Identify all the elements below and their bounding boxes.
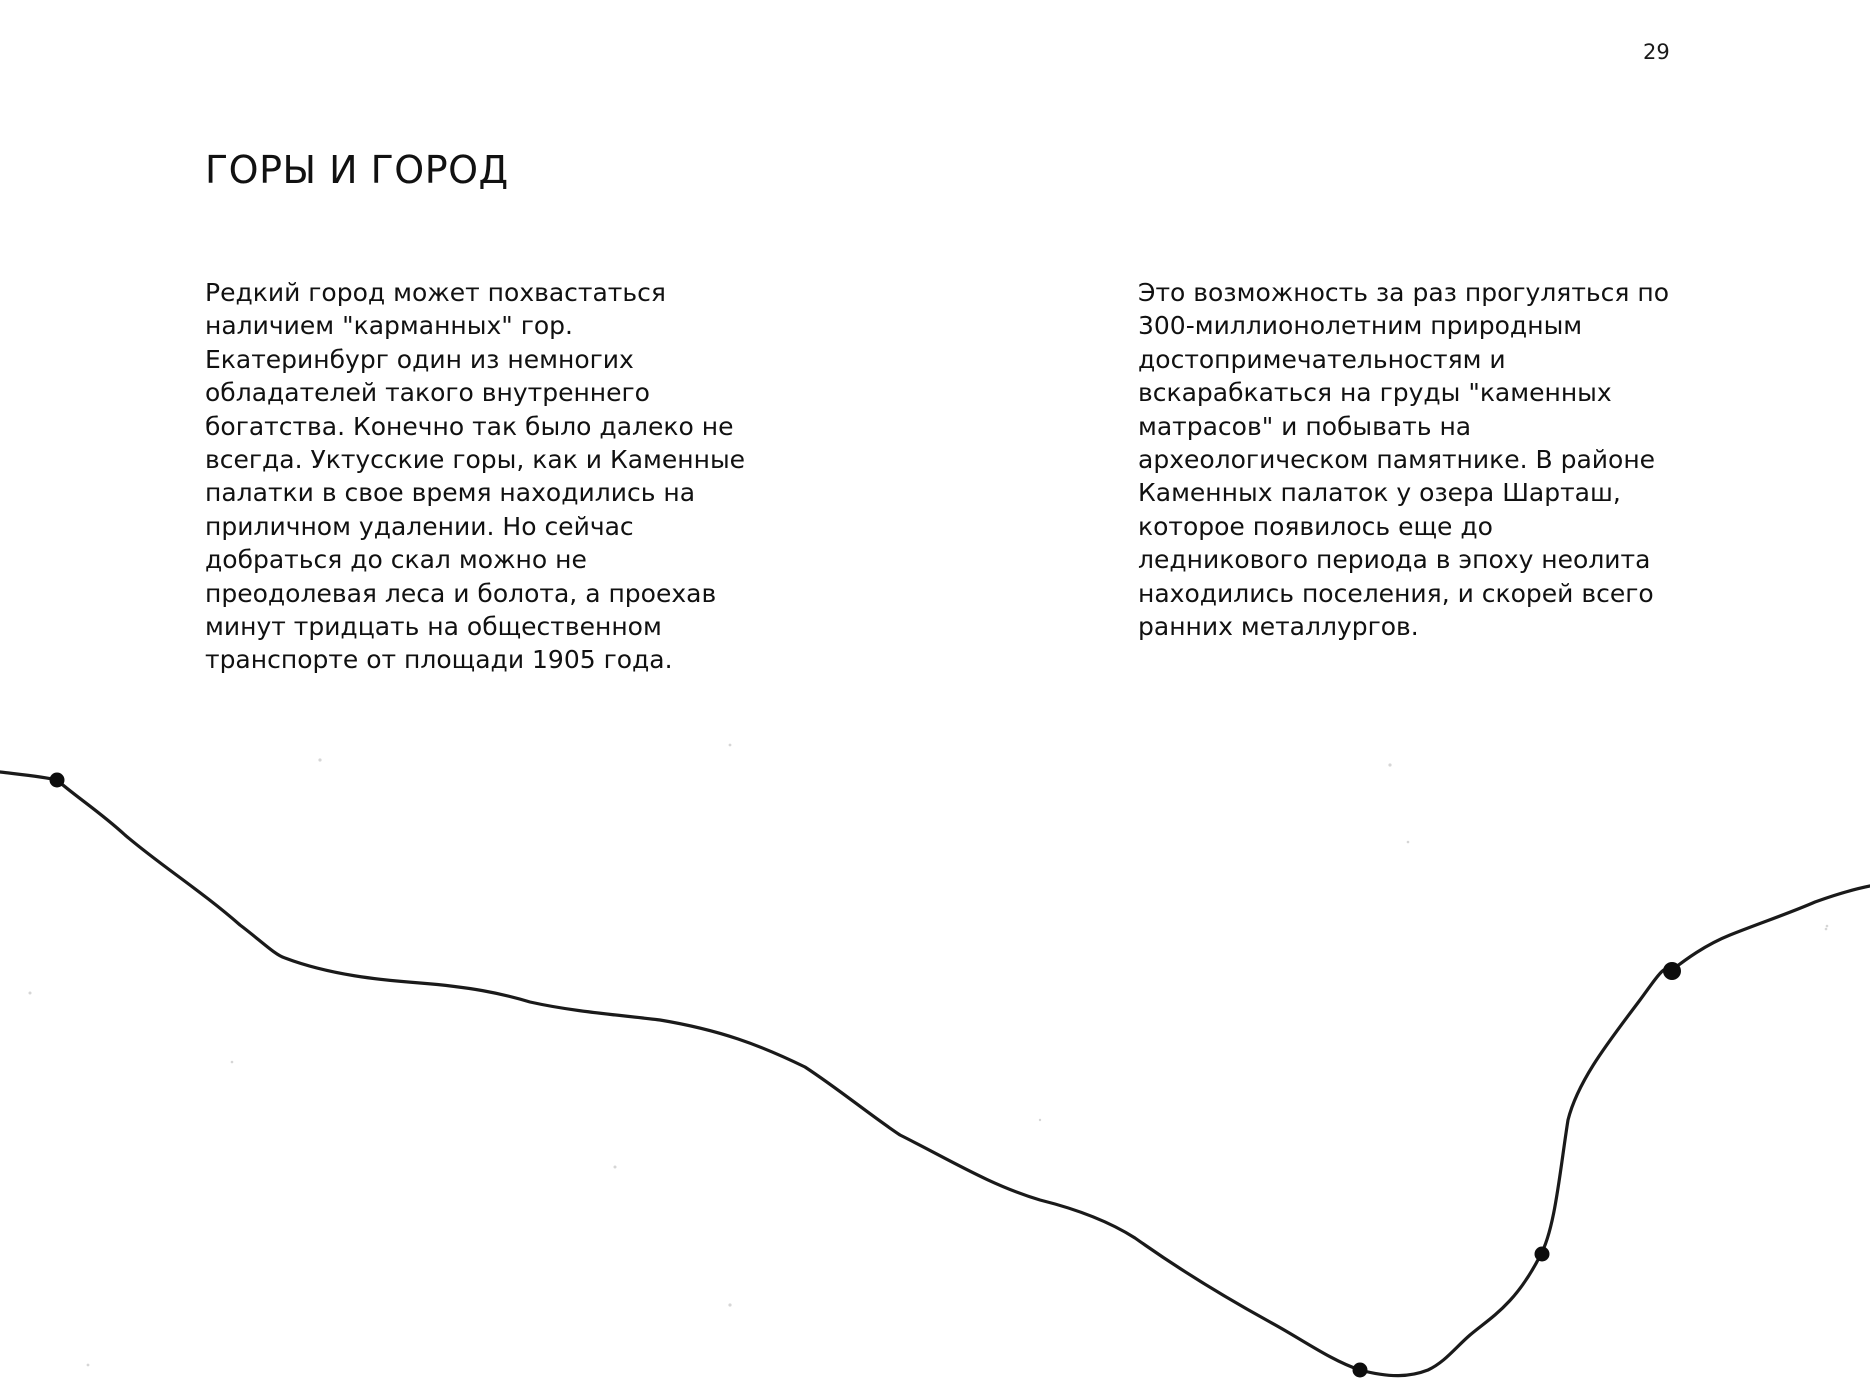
text-line: транспорте от площади 1905 года. (205, 645, 673, 675)
paper-speck (1825, 928, 1828, 931)
paper-speck (29, 992, 32, 995)
text-line: достопримечательностям и (1138, 344, 1506, 374)
text-line: Екатеринбург один из немногих (205, 344, 634, 374)
route-marker-dot (1535, 1247, 1550, 1262)
paper-speck (87, 1364, 90, 1367)
paper-speck (231, 1061, 234, 1064)
text-line: 300-миллионолетним природным (1138, 311, 1583, 341)
route-line (0, 772, 1870, 1376)
paper-speck (1407, 841, 1410, 844)
text-line: наличием "карманных" гор. (205, 311, 573, 341)
paper-speck (318, 758, 321, 761)
paper-speck (729, 744, 732, 747)
route-marker-dot (50, 773, 65, 788)
text-line: матрасов" и побывать на (1138, 411, 1472, 441)
text-line: находились поселения, и скорей всего (1138, 578, 1654, 608)
text-line: приличном удалении. Но сейчас (205, 511, 634, 541)
page-number: 29 (1643, 40, 1670, 64)
route-marker-dot (1663, 962, 1681, 980)
text-line: Редкий город может похвастаться (205, 278, 666, 307)
text-line: обладателей такого внутреннего (205, 378, 650, 408)
text-line: богатства. Конечно так было далеко не (205, 411, 734, 441)
text-line: Каменных палаток у озера Шарташ, (1138, 478, 1621, 508)
text-line: которое появилось еще до (1138, 511, 1493, 541)
text-line: палатки в свое время находились на (205, 478, 696, 508)
paper-speck (728, 1303, 731, 1306)
paper-speck (1039, 1119, 1041, 1121)
text-line: археологическом памятнике. В районе (1138, 445, 1656, 475)
page-title: ГОРЫ И ГОРОД (205, 148, 509, 192)
paper-specks (29, 744, 1829, 1367)
paper-speck (614, 1166, 617, 1169)
text-line: всегда. Уктусские горы, как и Каменные (205, 445, 746, 475)
text-line: преодолевая леса и болота, а проехав (205, 578, 717, 608)
text-line: ранних металлургов. (1138, 612, 1419, 642)
text-line: вскарабкаться на груды "каменных (1138, 378, 1612, 408)
paper-speck (1388, 763, 1391, 766)
paper-speck (1826, 925, 1829, 928)
text-line: Это возможность за раз прогуляться по (1138, 278, 1670, 307)
text-line: добраться до скал можно не (205, 545, 587, 575)
route-marker-dot (1353, 1363, 1368, 1378)
text-line: минут тридцать на общественном (205, 612, 662, 642)
text-line: ледникового периода в эпоху неолита (1138, 545, 1651, 575)
route-markers (50, 773, 1682, 1378)
